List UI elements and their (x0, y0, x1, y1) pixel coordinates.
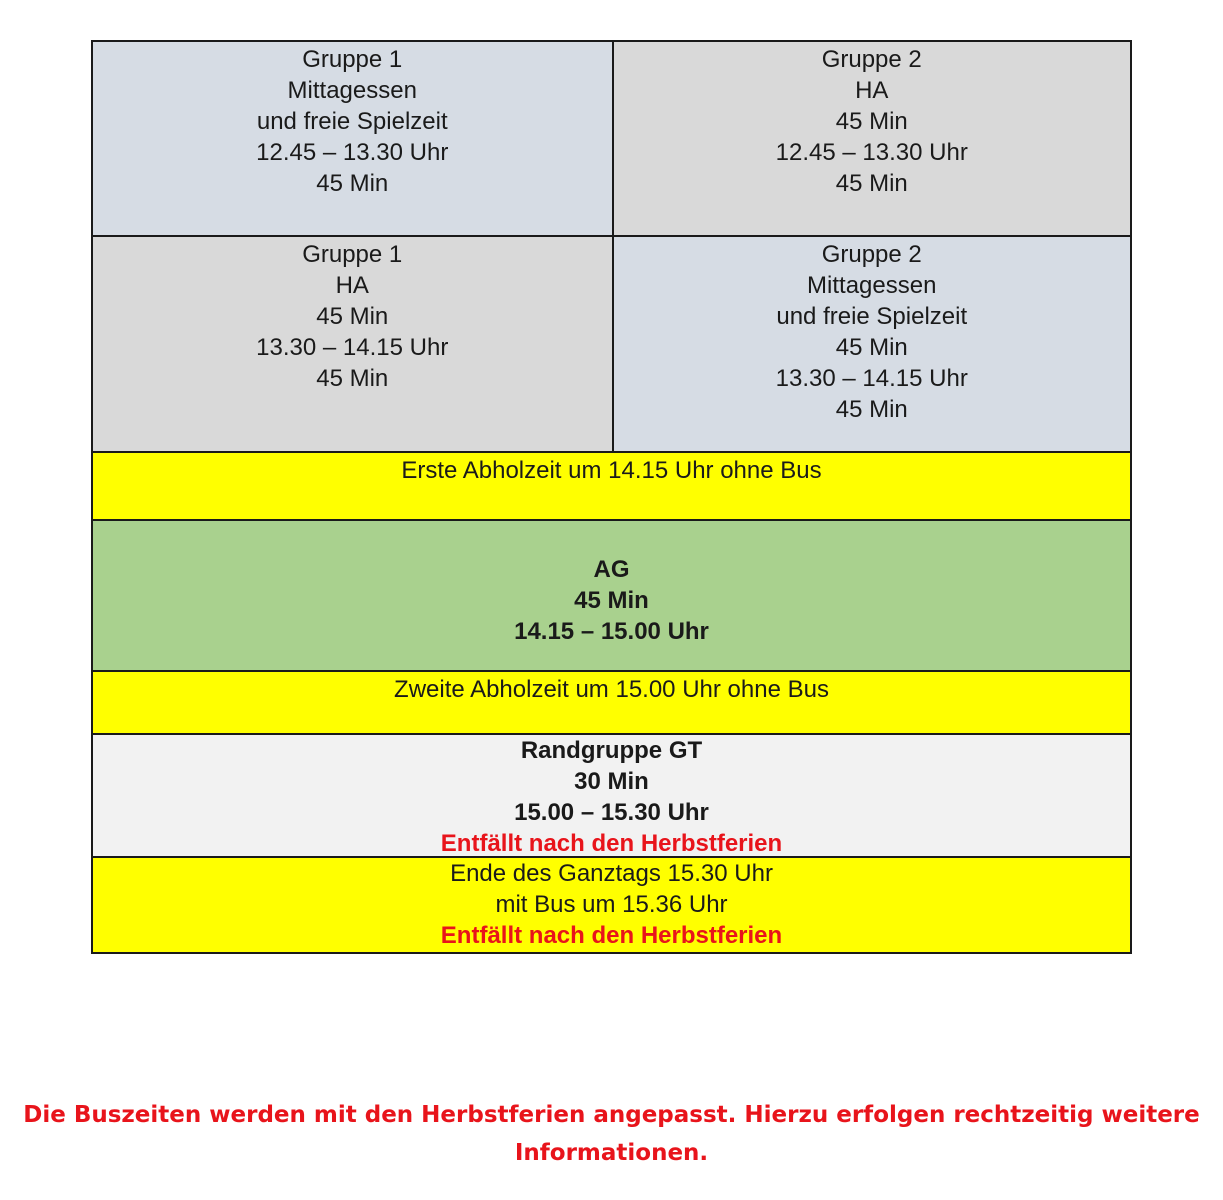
cell-line: 13.30 – 14.15 Uhr (256, 334, 449, 361)
cell-line: Gruppe 2 (821, 46, 922, 73)
randgruppe-cell (93, 735, 1130, 856)
pickup-row-1 (93, 453, 1130, 521)
cell-line: und freie Spielzeit (256, 108, 448, 135)
cell-line: 45 Min (316, 365, 389, 392)
randgruppe-cancel-note: Entfällt nach den Herbstferien (440, 830, 783, 857)
cell-line: 45 Min (835, 334, 908, 361)
randgruppe-time: 15.00 – 15.30 Uhr (514, 799, 709, 826)
cell-line: Mittagessen (807, 272, 937, 299)
cell-line: HA (855, 77, 889, 104)
cell-line: 45 Min (316, 303, 389, 330)
cell-line: 12.45 – 13.30 Uhr (256, 139, 449, 166)
ag-cell (93, 521, 1130, 670)
schedule-row-1 (93, 42, 1130, 237)
bus-times-notice-line-2: Informationen. (514, 1140, 709, 1166)
schedule-row-2 (93, 237, 1130, 453)
cell-line: Gruppe 1 (302, 46, 403, 73)
schedule-table (91, 40, 1132, 954)
ag-time: 14.15 – 15.00 Uhr (514, 618, 709, 645)
first-pickup-text: Erste Abholzeit um 14.15 Uhr ohne Bus (401, 457, 822, 484)
end-of-day-bus: mit Bus um 15.36 Uhr (495, 891, 728, 918)
second-pickup-text: Zweite Abholzeit um 15.00 Uhr ohne Bus (394, 676, 829, 703)
group2-homework-cell (612, 42, 1131, 235)
first-pickup-cell (93, 453, 1130, 519)
cell-line: Gruppe 1 (302, 241, 403, 268)
cell-line: Mittagessen (287, 77, 417, 104)
ag-title: AG (593, 556, 630, 583)
end-of-day-cancel-note: Entfällt nach den Herbstferien (440, 922, 783, 949)
ag-duration: 45 Min (574, 587, 649, 614)
bus-times-notice (0, 1096, 1223, 1172)
group2-lunch-cell (612, 237, 1131, 451)
end-of-day-row (93, 858, 1130, 952)
cell-line: Gruppe 2 (821, 241, 922, 268)
ag-row (93, 521, 1130, 672)
cell-line: 45 Min (835, 396, 908, 423)
cell-line: 45 Min (835, 108, 908, 135)
bus-times-notice-line-1: Die Buszeiten werden mit den Herbstferien angepasst. Hierzu erfolgen rechtzeitig weitere (23, 1102, 1200, 1128)
randgruppe-duration: 30 Min (574, 768, 649, 795)
cell-line: 12.45 – 13.30 Uhr (775, 139, 968, 166)
cell-line: 45 Min (835, 170, 908, 197)
pickup-row-2 (93, 672, 1130, 735)
end-of-day-cell (93, 858, 1130, 952)
cell-line: 13.30 – 14.15 Uhr (775, 365, 968, 392)
randgruppe-title: Randgruppe GT (520, 737, 703, 764)
cell-line: 45 Min (316, 170, 389, 197)
second-pickup-cell (93, 672, 1130, 733)
randgruppe-row (93, 735, 1130, 858)
group1-lunch-cell (93, 42, 612, 235)
group1-homework-cell (93, 237, 612, 451)
cell-line: HA (335, 272, 369, 299)
end-of-day-time: Ende des Ganztags 15.30 Uhr (450, 860, 773, 887)
cell-line: und freie Spielzeit (776, 303, 968, 330)
